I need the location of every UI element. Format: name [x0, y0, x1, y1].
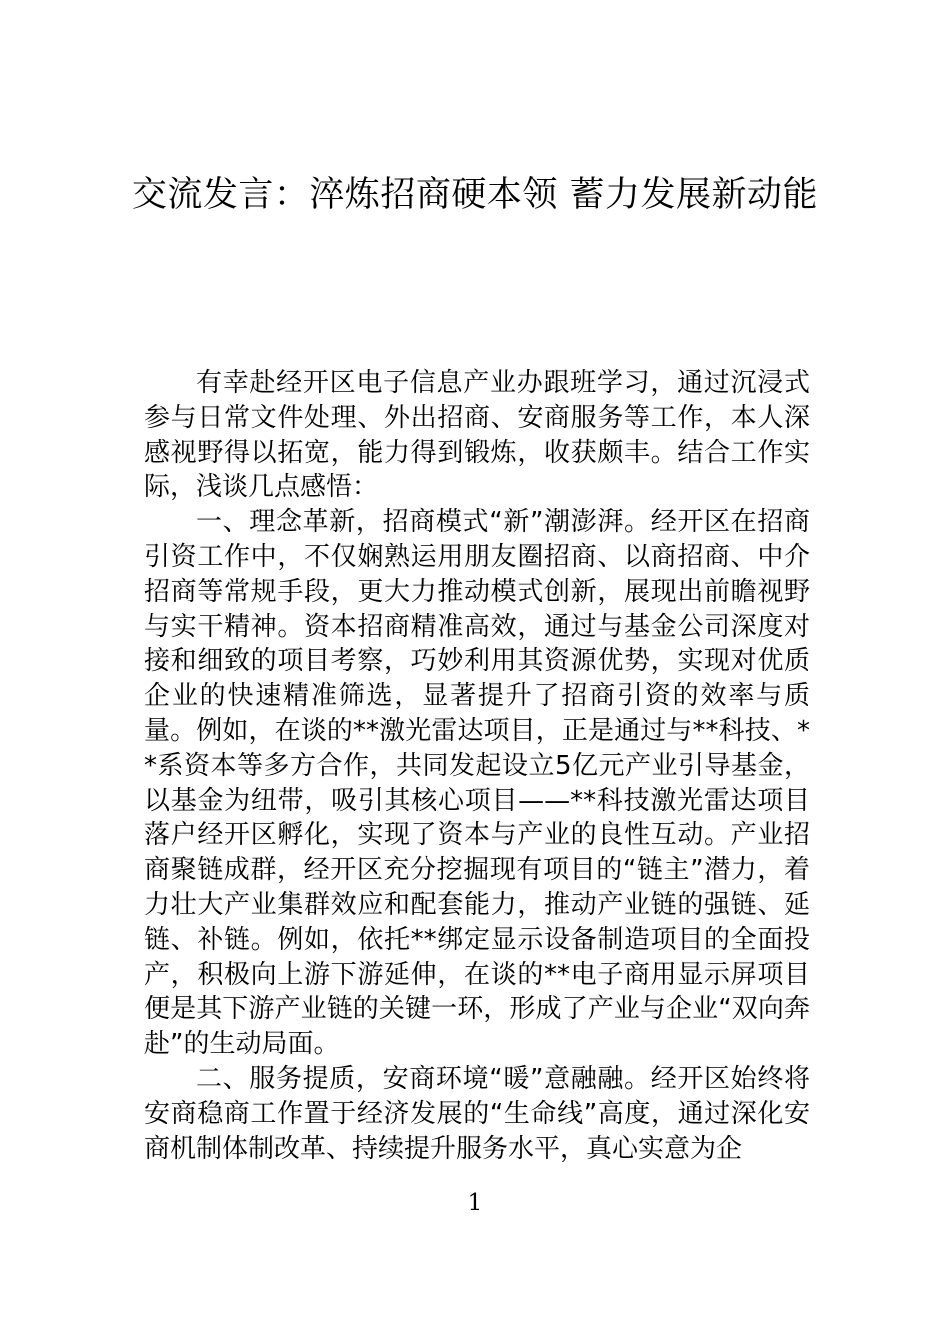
document-title: 交流发言：淬炼招商硬本领 蓄力发展新动能: [131, 175, 819, 215]
page-number: 1: [467, 1190, 483, 1216]
intro-paragraph: 有幸赴经开区电子信息产业办跟班学习，通过沉浸式参与日常文件处理、外出招商、安商服务等工作，本人深感视野得以拓宽，能力得到锻炼，收获颇丰。结合工作实际，浅谈几点感悟：: [144, 368, 810, 503]
section-two-paragraph: 二、服务提质，安商环境“暖”意融融。经开区始终将安商稳商工作置于经济发展的“生命线”高度，通过深化安商机制体制改革、持续提升服务水平，真心实意为企: [144, 1063, 810, 1164]
document-body: [144, 366, 810, 1166]
section-one-paragraph: 一、理念革新，招商模式“新”潮澎湃。经开区在招商引资工作中，不仅娴熟运用朋友圈招商、以商招商、中介招商等常规手段，更大力推动模式创新，展现出前瞻视野与实干精神。资本招商精准高效，通过与基金公司深度对接和细致的项目考察，巧妙利用其资源优势，实现对优质企业的快速精准筛选，显著提升了招商引资的效率与质量。例如，在谈的**激光雷达项目，正是通过与**科技、**系资本等多方合作，共同发起设立5亿元产业引导基金，以基金为纽带，吸引其核心项目——**科技激光雷达项目落户经开区孵化，实现了资本与产业的良性互动。产业招商聚链成群，经开区充分挖掘现有项目的“链主”潜力，着力壮大产业集群效应和配套能力，推动产业链的强链、延链、补链。例如，依托**绑定显示设备制造项目的全面投产，积极向上游下游延伸，在谈的**电子商用显示屏项目便是其下游产业链的关键一环，形成了产业与企业“双向奔赴”的生动局面。: [144, 507, 810, 1060]
